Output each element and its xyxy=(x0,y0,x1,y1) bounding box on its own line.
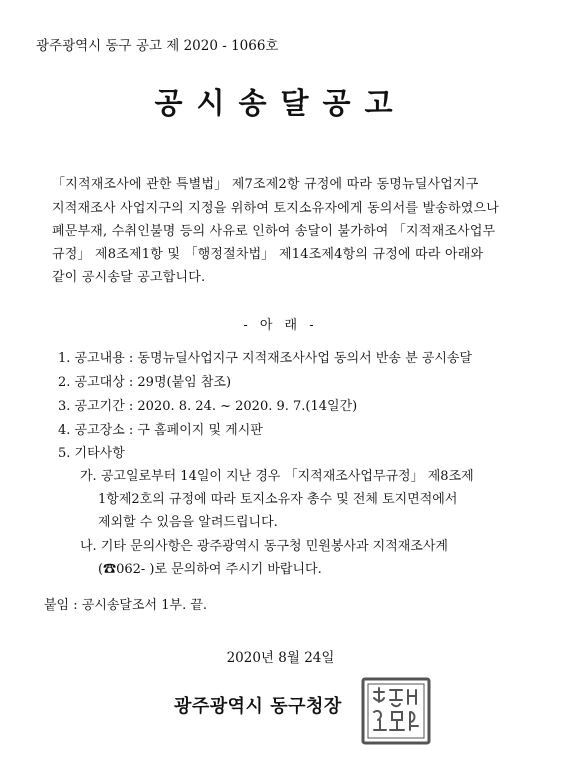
body-line: 규정」 제8조제1항 및 「행정절차법」 제14조제4항의 규정에 따라 아래와 xyxy=(52,247,484,262)
list-item: 2. 공고대상 : 29명(붙임 참조) xyxy=(58,375,232,390)
notice-number: 광주광역시 동구 공고 제 2020 - 1066호 xyxy=(36,38,279,54)
list-item: 3. 공고기간 : 2020. 8. 24. ~ 2020. 9. 7.(14일간) xyxy=(58,399,358,414)
sub-item-line: 1항제2호의 규정에 따라 토지소유자 총수 및 전체 토지면적에서 xyxy=(98,492,458,507)
page-title: 공시송달공고 xyxy=(154,86,407,120)
attachment-note: 붙임 : 공시송달조서 1부. 끝. xyxy=(44,598,208,613)
list-item: 4. 공고장소 : 구 홈페이지 및 게시판 xyxy=(58,423,263,438)
issue-date: 2020년 8월 24일 xyxy=(226,650,335,666)
body-line: 「지적재조사에 관한 특별법」 제7조제2항 규정에 따라 동명뉴딜사업지구 xyxy=(52,177,479,192)
sub-item-line: (☎062- )로 문의하여 주시기 바랍니다. xyxy=(98,562,322,577)
list-item: 1. 공고내용 : 동명뉴딜사업지구 지적재조사사업 동의서 반송 분 공시송달 xyxy=(58,351,473,366)
sub-item-line: 가. 공고일로부터 14일이 지난 경우 「지적재조사업무규정」 제8조제 xyxy=(80,469,474,484)
sub-item-line: 제외할 수 있음을 알려드립니다. xyxy=(98,515,278,530)
issuer-name: 광주광역시 동구청장 xyxy=(174,696,342,717)
section-heading: - 아 래 - xyxy=(243,318,318,333)
body-line: 같이 공시송달 공고합니다. xyxy=(52,270,206,285)
list-item: 5. 기타사항 xyxy=(58,446,125,461)
sub-item-line: 나. 기타 문의사항은 광주광역시 동구청 민원봉사과 지적재조사계 xyxy=(80,539,448,554)
body-line: 지적재조사 사업지구의 지정을 위하여 토지소유자에게 동의서를 발송하였으나 xyxy=(52,201,500,216)
body-line: 폐문부재, 수취인불명 등의 사유로 인하여 송달이 불가하여 「지적재조사업무 xyxy=(52,224,496,239)
official-seal-icon xyxy=(360,676,432,746)
